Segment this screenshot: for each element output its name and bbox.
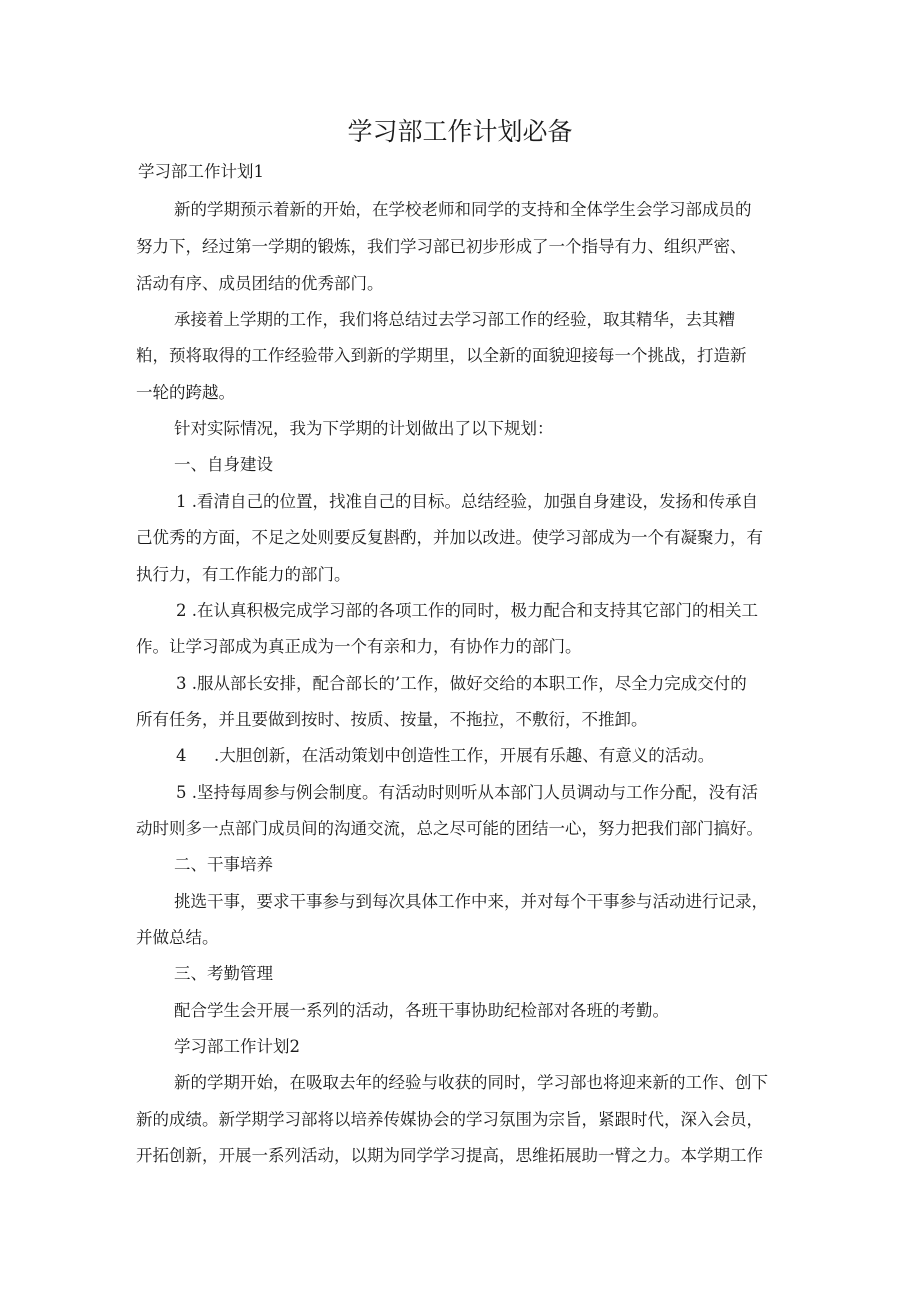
paragraph-line: 承接着上学期的工作，我们将总结过去学习部工作的经验，取其精华，去其糟 bbox=[174, 310, 735, 329]
list-item-line: 5 .坚持每周参与例会制度。有活动时则听从本部门人员调动与工作分配，没有活 bbox=[176, 783, 758, 802]
paragraph-line: 努力下，经过第一学期的锻炼，我们学习部已初步形成了一个指导有力、组织严密、 bbox=[136, 237, 747, 256]
subsection-heading: 二、干事培养 bbox=[174, 855, 273, 874]
list-item-line: 2 .在认真积极完成学习部的各项工作的同时，极力配合和支持其它部门的相关工 bbox=[176, 601, 758, 620]
section-heading-plan-2: 学习部工作计划2 bbox=[174, 1037, 300, 1056]
list-item-number: 4 bbox=[176, 746, 187, 765]
list-item-line: 3 .服从部长安排，配合部长的’工作，做好交给的本职工作，尽全力完成交付的 bbox=[176, 674, 747, 693]
paragraph-line: 一轮的跨越。 bbox=[136, 383, 235, 402]
paragraph-line: 针对实际情况，我为下学期的计划做出了以下规划： bbox=[174, 419, 554, 438]
list-item-line: .大胆创新，在活动策划中创造性工作，开展有乐趣、有意义的活动。 bbox=[214, 746, 715, 765]
subsection-heading: 三、考勤管理 bbox=[174, 964, 273, 983]
list-item-line: 1 .看清自己的位置，找准自己的目标。总结经验，加强自身建设，发扬和传承自 bbox=[176, 492, 758, 511]
subsection-heading: 一、自身建设 bbox=[174, 455, 273, 474]
paragraph-line: 新的学期开始，在吸取去年的经验与收获的同时，学习部也将迎来新的工作、创下 bbox=[174, 1073, 768, 1092]
list-item-line: 己优秀的方面，不足之处则要反复斟酌，并加以改进。使学习部成为一个有凝聚力，有 bbox=[136, 528, 763, 547]
list-item-line: 所有任务，并且要做到按时、按质、按量，不拖拉，不敷衍，不推卸。 bbox=[136, 710, 648, 729]
paragraph-line: 挑选干事，要求干事参与到每次具体工作中来，并对每个干事参与活动进行记录， bbox=[174, 892, 768, 911]
paragraph-line: 活动有序、成员团结的优秀部门。 bbox=[136, 274, 384, 293]
list-item-line: 执行力，有工作能力的部门。 bbox=[136, 565, 351, 584]
section-heading-plan-1: 学习部工作计划1 bbox=[138, 162, 264, 181]
paragraph-line: 新的学期预示着新的开始，在学校老师和同学的支持和全体学生会学习部成员的 bbox=[174, 200, 752, 219]
list-item-line: 作。让学习部成为真正成为一个有亲和力，有协作力的部门。 bbox=[136, 637, 582, 656]
paragraph-line: 开拓创新，开展一系列活动，以期为同学学习提高，思维拓展助一臂之力。本学期工作 bbox=[136, 1146, 763, 1165]
paragraph-line: 粕，预将取得的工作经验带入到新的学期里，以全新的面貌迎接每一个挑战，打造新 bbox=[136, 346, 747, 365]
paragraph-line: 配合学生会开展一系列的活动，各班干事协助纪检部对各班的考勤。 bbox=[174, 1001, 669, 1020]
list-item-line: 动时则多一点部门成员间的沟通交流，总之尽可能的团结一心，努力把我们部门搞好。 bbox=[136, 819, 763, 838]
document-title: 学习部工作计划必备 bbox=[347, 117, 573, 146]
paragraph-line: 并做总结。 bbox=[136, 928, 219, 947]
paragraph-line: 新的成绩。新学期学习部将以培养传媒协会的学习氛围为宗旨，紧跟时代，深入会员， bbox=[136, 1110, 763, 1129]
